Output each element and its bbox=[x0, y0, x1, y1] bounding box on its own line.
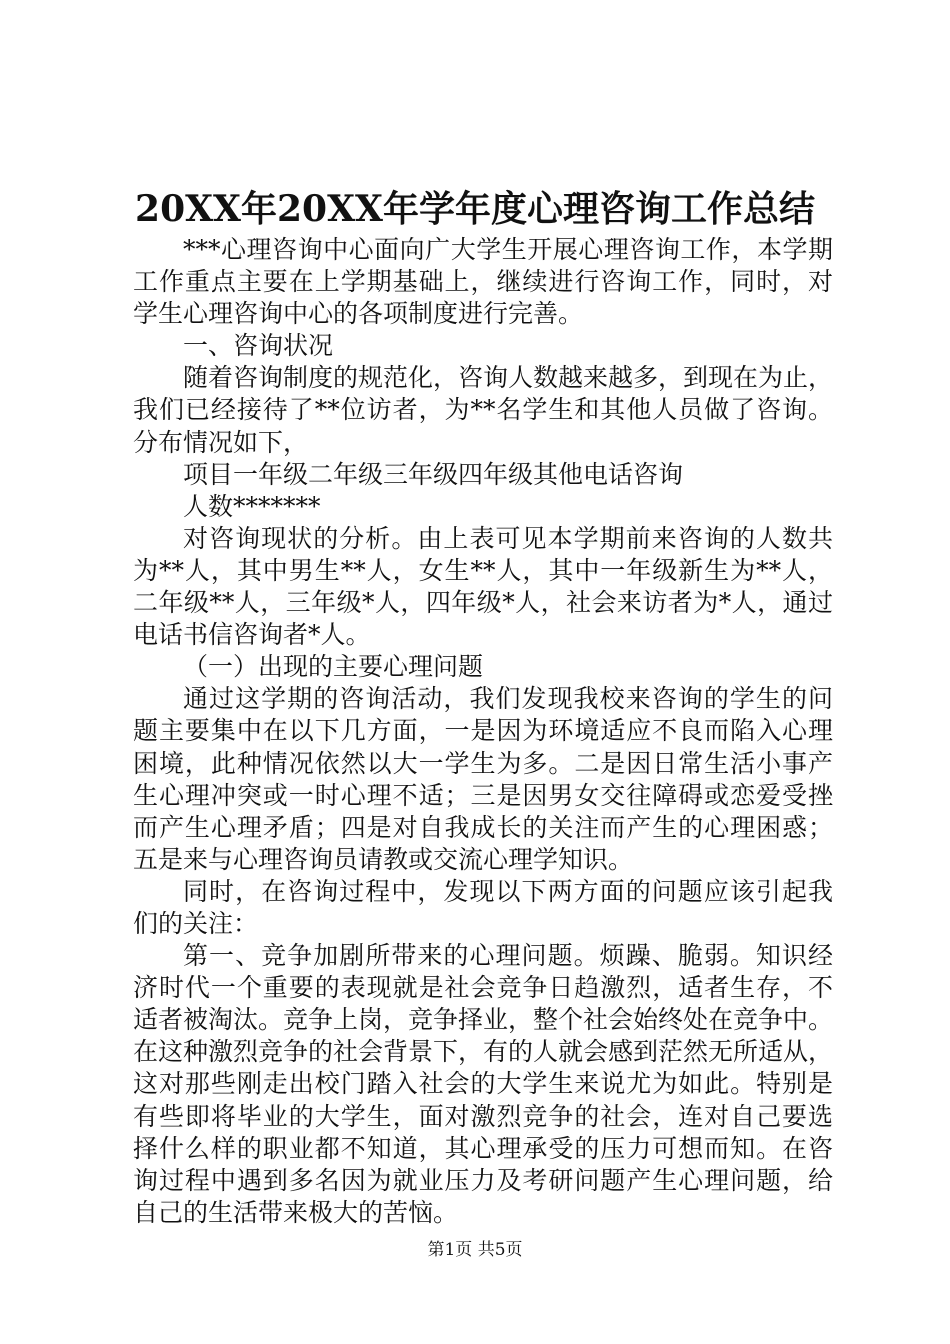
body-line: 项目一年级二年级三年级四年级其他电话咨询 bbox=[183, 459, 684, 489]
body-line: 学生心理咨询中心的各项制度进行完善。 bbox=[133, 299, 584, 329]
body-line: 有些即将毕业的大学生，面对激烈竞争的社会，连对自己要选 bbox=[133, 1101, 833, 1131]
body-line: 择什么样的职业都不知道，其心理承受的压力可想而知。在咨 bbox=[133, 1133, 833, 1163]
body-line: （一）出现的主要心理问题 bbox=[183, 652, 484, 682]
body-line: 第一、竞争加剧所带来的心理问题。烦躁、脆弱。知识经 bbox=[183, 941, 833, 971]
body-line: 对咨询现状的分析。由上表可见本学期前来咨询的人数共 bbox=[183, 523, 833, 553]
body-line: 电话书信咨询者*人。 bbox=[133, 620, 371, 650]
body-line: 们的关注： bbox=[133, 908, 259, 938]
body-line: 济时代一个重要的表现就是社会竞争日趋激烈，适者生存，不 bbox=[133, 973, 833, 1003]
body-line: 同时，在咨询过程中，发现以下两方面的问题应该引起我 bbox=[183, 876, 833, 906]
document-body bbox=[133, 234, 833, 1229]
body-line: 困境，此种情况依然以大一学生为多。二是因日常生活小事产 bbox=[133, 748, 833, 778]
body-line: 而产生心理矛盾；四是对自我成长的关注而产生的心理困惑； bbox=[133, 812, 833, 842]
body-line: 询过程中遇到多名因为就业压力及考研问题产生心理问题，给 bbox=[133, 1165, 833, 1195]
body-line: 题主要集中在以下几方面，一是因为环境适应不良而陷入心理 bbox=[133, 716, 833, 746]
document-title: 20XX年20XX年学年度心理咨询工作总结 bbox=[135, 188, 815, 230]
body-line: 一、咨询状况 bbox=[183, 331, 334, 361]
body-line: 适者被淘汰。竞争上岗，竞争择业，整个社会始终处在竞争中。 bbox=[133, 1005, 834, 1035]
body-line: 我们已经接待了**位访者，为**名学生和其他人员做了咨询。 bbox=[133, 395, 833, 425]
body-line: 五是来与心理咨询员请教或交流心理学知识。 bbox=[133, 844, 634, 874]
body-line: 分布情况如下， bbox=[133, 427, 309, 457]
body-line: 为**人，其中男生**人，女生**人，其中一年级新生为**人， bbox=[133, 555, 833, 585]
body-line: 二年级**人，三年级*人，四年级*人，社会来访者为*人，通过 bbox=[133, 588, 833, 618]
body-line: 这对那些刚走出校门踏入社会的大学生来说尤为如此。特别是 bbox=[133, 1069, 833, 1099]
body-line: 通过这学期的咨询活动，我们发现我校来咨询的学生的问 bbox=[183, 684, 833, 714]
body-line: 随着咨询制度的规范化，咨询人数越来越多，到现在为止， bbox=[183, 363, 834, 393]
page-footer: 第1页 共5页 bbox=[427, 1240, 523, 1260]
body-line: 工作重点主要在上学期基础上，继续进行咨询工作，同时，对 bbox=[133, 267, 833, 297]
body-line: 生心理冲突或一时心理不适；三是因男女交往障碍或恋爱受挫 bbox=[133, 780, 833, 810]
body-line: 人数******* bbox=[183, 491, 321, 521]
body-line: ***心理咨询中心面向广大学生开展心理咨询工作，本学期 bbox=[183, 235, 833, 264]
body-line: 自己的生活带来极大的苦恼。 bbox=[133, 1197, 459, 1227]
body-line: 在这种激烈竞争的社会背景下，有的人就会感到茫然无所适从， bbox=[133, 1037, 834, 1067]
